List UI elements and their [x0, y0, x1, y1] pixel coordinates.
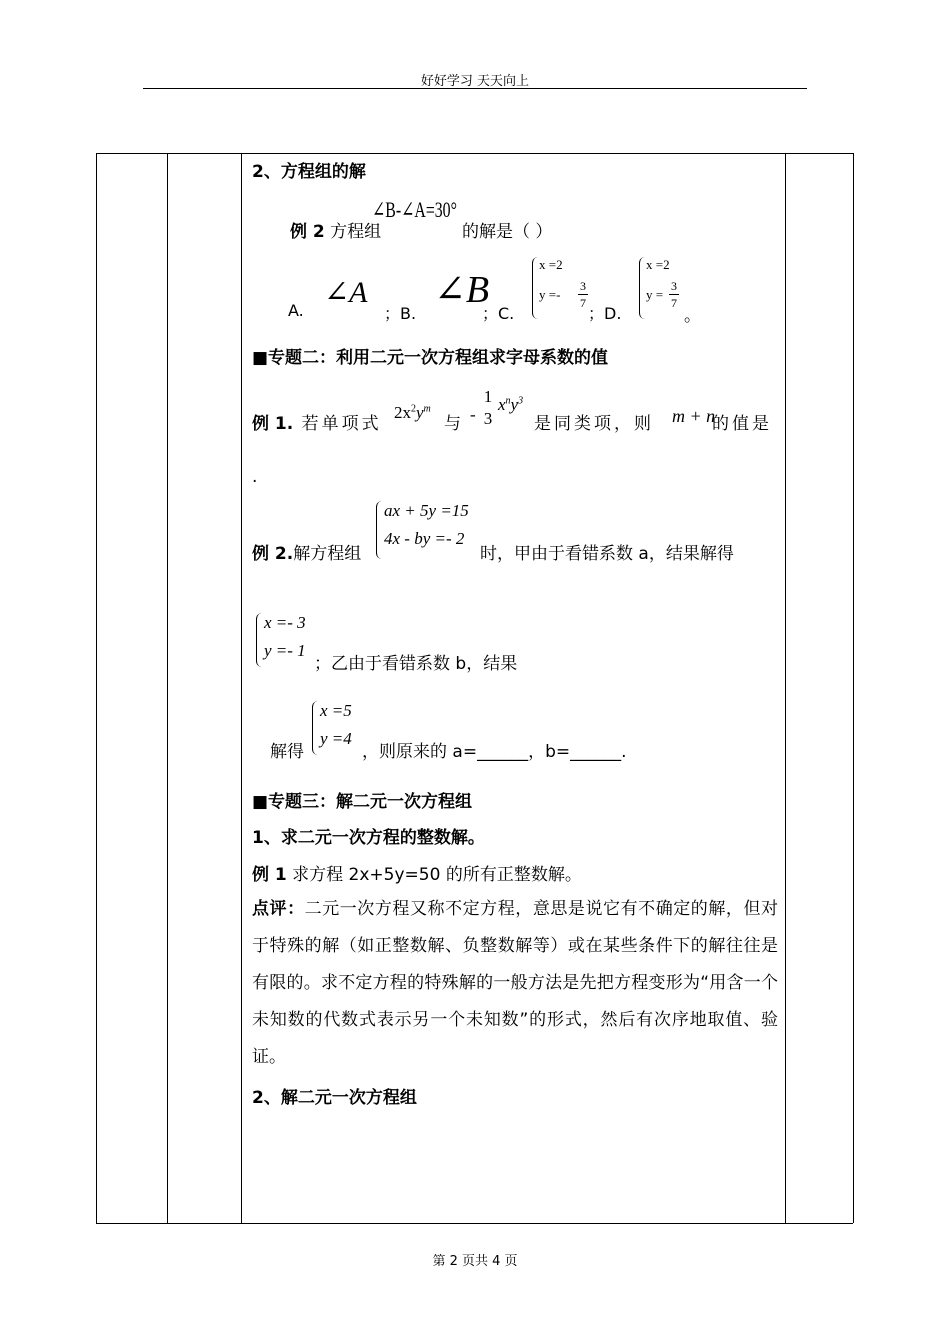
- topic3-ex1-text: 求方程 2x+5y=50 的所有正整数解。: [286, 865, 582, 885]
- option-d-brace: [639, 257, 646, 319]
- topic3-sub1: 1、求二元一次方程的整数解。: [252, 828, 485, 848]
- table-col-border-3: [241, 153, 242, 1223]
- solution-2-y: y =4: [320, 729, 352, 748]
- topic2-ex1-label: 例 1.: [252, 414, 294, 434]
- topic2-ex2-post: 时，甲由于看错系数 a，结果解得: [480, 544, 734, 564]
- topic2-ex2-pre: 解方程组: [293, 544, 362, 564]
- option-c-x: x =2: [539, 257, 563, 272]
- topic2-ex1-pre: 若单项式: [293, 414, 382, 434]
- option-b-math: ∠B: [434, 269, 490, 311]
- solution-2-pre: 解得: [270, 742, 304, 762]
- option-c-brace: [532, 257, 539, 319]
- page-footer: 第 2 页共 4 页: [432, 1254, 518, 1269]
- system-line-1: ax + 5y =15: [384, 501, 469, 520]
- topic2-heading: ■专题二：利用二元一次方程组求字母系数的值: [252, 348, 609, 368]
- option-d-frac-num: 3: [671, 279, 677, 293]
- option-d-fraction: [669, 279, 679, 311]
- topic3-heading: ■专题三：解二元一次方程组: [252, 792, 473, 812]
- comment-text: 二元一次方程又称不定方程，意思是说它有不确定的解，但对于特殊的解（如正整数解、负整数解等）或在某些条件下的解往往是有限的。求不定方程的特殊解的一般方法是先把方程变形为“用含一个未知数的代数式表示另一个未知数”的形式，然后有次序地取值、验证。: [252, 899, 778, 1067]
- option-d-x: x =2: [646, 257, 670, 272]
- topic2-ex2-system: [376, 501, 486, 559]
- option-d-frac-den: 7: [671, 296, 677, 310]
- comment-label: 点评：: [252, 899, 305, 919]
- system-brace: [376, 501, 383, 559]
- header-text: 好好学习 天天向上: [420, 74, 530, 89]
- option-c-sep: ；C.: [482, 304, 515, 323]
- topic3-sub2: 2、解二元一次方程组: [252, 1088, 417, 1108]
- option-d-sep: ；D.: [588, 304, 622, 323]
- example-2-line: [290, 217, 381, 242]
- option-end: 。: [684, 306, 701, 326]
- option-c-y: y =-: [539, 287, 561, 302]
- angle-equation: ∠B-∠A=30°: [372, 197, 457, 222]
- example-post: 的解是（ ）: [462, 222, 553, 242]
- option-c-system: [532, 257, 592, 319]
- header-rule: [143, 88, 807, 89]
- monomial-1: $2x^2y^m$: [394, 403, 431, 422]
- solution-1-y: y =- 1: [264, 641, 306, 660]
- solution-2-system: [312, 701, 368, 755]
- topic2-ex1-post: 是同类项，则: [534, 414, 654, 434]
- table-bottom-border: [96, 1223, 853, 1224]
- topic2-ex1-mid: 与: [444, 414, 461, 434]
- option-d-y: y =: [646, 287, 664, 302]
- solution-1-post: ；乙由于看错系数 b，结果: [314, 654, 518, 674]
- m-plus-n: m + n: [672, 406, 716, 426]
- topic2-ex2-line: [252, 539, 361, 564]
- topic2-ex1-dot: .: [252, 467, 258, 487]
- option-c-frac-den: 7: [580, 296, 586, 310]
- table-col-border-2: [167, 153, 168, 1223]
- table-col-border-1: [96, 153, 97, 1223]
- comment-paragraph: [252, 891, 778, 1076]
- solution-2-brace: [312, 701, 319, 755]
- example-label: 例 2: [290, 222, 325, 242]
- solution-1-brace: [256, 613, 263, 667]
- table-col-border-5: [853, 153, 854, 1223]
- topic2-ex2-label: 例 2.: [252, 544, 294, 564]
- option-c-frac-num: 3: [580, 279, 586, 293]
- option-a-math: ∠A: [324, 276, 368, 309]
- topic2-ex1-label-line: [252, 409, 382, 434]
- solution-2-post: ，则原来的 a=______，b=______.: [362, 742, 627, 762]
- topic3-ex1-line: [252, 860, 582, 885]
- solution-1-x: x =- 3: [264, 613, 306, 632]
- example-pre: 方程组: [324, 222, 382, 242]
- topic3-ex1-label: 例 1: [252, 865, 287, 885]
- solution-1-system: [256, 613, 322, 667]
- section-heading: 2、方程组的解: [252, 162, 366, 182]
- topic2-ex1-end: 的值是: [712, 414, 772, 434]
- option-c-fraction: [578, 279, 588, 311]
- option-a-label: A.: [288, 301, 304, 320]
- solution-2-x: x =5: [320, 701, 352, 720]
- table-top-border: [96, 153, 853, 154]
- system-line-2: 4x - by =- 2: [384, 529, 465, 548]
- option-b-sep: ；B.: [384, 304, 417, 323]
- table-col-border-4: [785, 153, 786, 1223]
